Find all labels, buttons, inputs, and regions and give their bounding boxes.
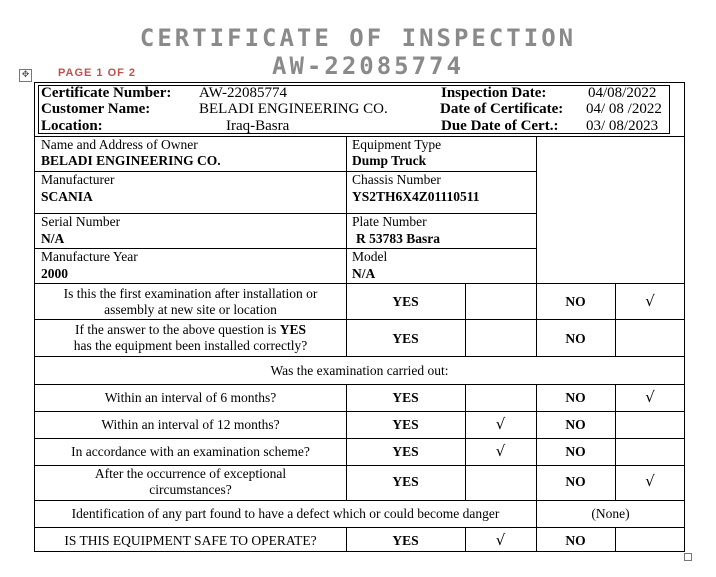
cert-number-value: AW-22085774 — [199, 85, 287, 101]
plate-value: R 53783 Basra — [356, 231, 440, 246]
exceptional-no: NO — [565, 474, 586, 489]
interval-12-yes-check: √ — [495, 415, 506, 433]
first-exam-yes: YES — [392, 294, 419, 309]
model-label: Model — [352, 249, 388, 264]
question-defect: Identification of any part found to have a defect which or could become danger — [71, 506, 500, 521]
location-label: Location: — [41, 118, 103, 134]
exceptional-yes: YES — [392, 474, 419, 489]
safe-no: NO — [565, 533, 586, 548]
inspection-date-label: Inspection Date: — [441, 85, 547, 101]
model-value: N/A — [352, 266, 376, 281]
serial-label: Serial Number — [41, 214, 121, 229]
installed-post: has the equipment been installed correctly? — [73, 338, 308, 353]
equipment-type-label: Equipment Type — [352, 137, 442, 152]
exam-scheme-yes-check: √ — [495, 442, 506, 460]
safe-yes: YES — [392, 533, 419, 548]
table-move-handle-icon[interactable]: ✥ — [19, 69, 32, 82]
due-date-label: Due Date of Cert.: — [441, 118, 559, 134]
exceptional-no-check: √ — [645, 472, 655, 490]
installed-yes: YES — [392, 331, 419, 346]
location-value: Iraq-Basra — [226, 118, 290, 134]
date-of-certificate-value: 04/ 08 /2022 — [586, 101, 662, 117]
installed-no: NO — [565, 331, 586, 346]
date-of-certificate-label: Date of Certificate: — [440, 101, 564, 117]
question-interval-6: Within an interval of 6 months? — [104, 390, 277, 405]
interval-6-no-check: √ — [645, 388, 655, 406]
chassis-label: Chassis Number — [352, 172, 441, 187]
serial-value: N/A — [41, 231, 65, 246]
owner-value: BELADI ENGINEERING CO. — [41, 153, 221, 168]
question-exceptional: After the occurrence of exceptional circumstances? — [94, 466, 287, 497]
exam-scheme-no: NO — [565, 444, 586, 459]
page-indicator: PAGE 1 OF 2 — [58, 67, 137, 79]
owner-label: Name and Address of Owner — [41, 137, 198, 152]
customer-label: Customer Name: — [41, 101, 151, 117]
question-safe-to-operate: IS THIS EQUIPMENT SAFE TO OPERATE? — [64, 533, 317, 548]
certificate-number-heading: AW-22085774 — [272, 52, 464, 80]
interval-12-yes: YES — [392, 417, 419, 432]
first-exam-no-check: √ — [645, 292, 655, 310]
installed-yes-word: YES — [279, 322, 306, 337]
manufacturer-label: Manufacturer — [41, 172, 115, 187]
cert-number-label: Certificate Number: — [41, 85, 172, 101]
due-date-value: 03/ 08/2023 — [586, 118, 659, 134]
year-label: Manufacture Year — [41, 249, 138, 264]
chassis-value: YS2TH6X4Z01110511 — [352, 189, 480, 204]
inspection-table — [34, 82, 685, 552]
question-installed-correctly — [38, 322, 343, 354]
first-exam-no: NO — [565, 294, 586, 309]
inspection-date-value: 04/08/2022 — [588, 85, 657, 101]
equipment-type-value: Dump Truck — [352, 153, 427, 168]
question-first-exam: Is this the first examination after installation or assembly at new site or location — [63, 286, 318, 317]
certificate-title: CERTIFICATE OF INSPECTION — [139, 24, 577, 52]
safe-yes-check: √ — [495, 531, 506, 549]
exam-carried-out-heading: Was the examination carried out: — [270, 363, 449, 378]
interval-6-yes: YES — [392, 390, 419, 405]
customer-value: BELADI ENGINEERING CO. — [199, 101, 388, 117]
installed-pre: If the answer to the above question is — [75, 322, 277, 337]
exam-scheme-yes: YES — [392, 444, 419, 459]
table-resize-handle[interactable] — [684, 553, 692, 561]
manufacturer-value: SCANIA — [41, 189, 93, 204]
year-value: 2000 — [41, 266, 68, 281]
interval-6-no: NO — [565, 390, 586, 405]
interval-12-no: NO — [565, 417, 586, 432]
defect-value: (None) — [591, 506, 630, 521]
question-exam-scheme: In accordance with an examination scheme? — [71, 444, 310, 459]
plate-label: Plate Number — [352, 214, 427, 229]
question-interval-12: Within an interval of 12 months? — [101, 417, 280, 432]
